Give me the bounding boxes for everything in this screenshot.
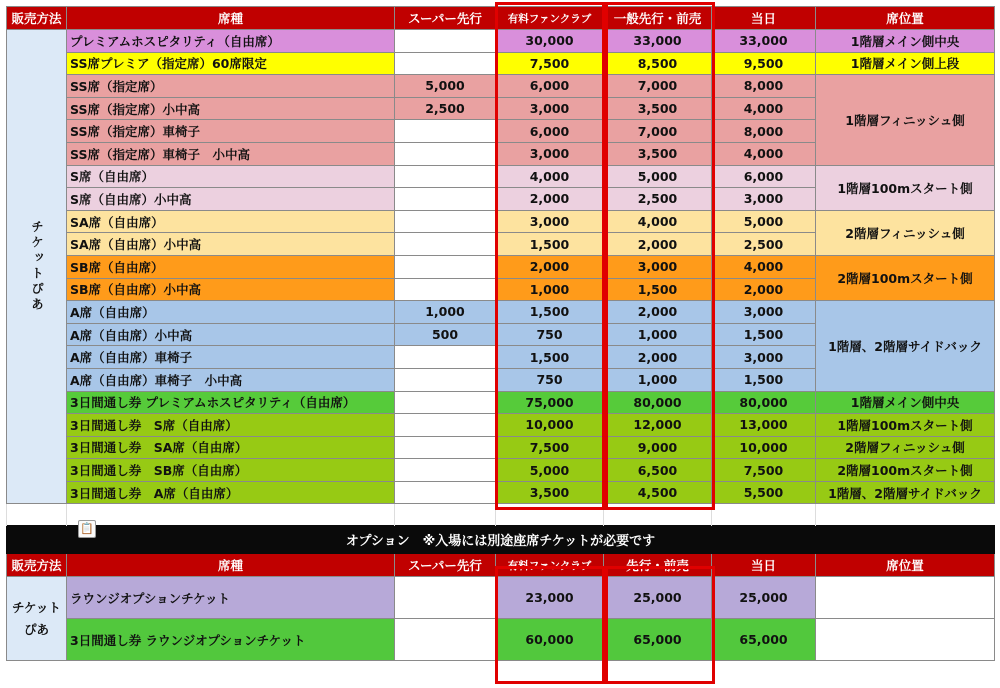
seat-name: SS席（指定席）車椅子 小中高 bbox=[67, 142, 395, 165]
option-seat-name: ラウンジオプションチケット bbox=[67, 577, 395, 619]
fanclub-price: 75,000 bbox=[496, 391, 604, 414]
seat-name: SB席（自由席） bbox=[67, 255, 395, 278]
fanclub-price: 750 bbox=[496, 368, 604, 391]
sameday-price: 10,000 bbox=[712, 436, 816, 459]
fanclub-price: 2,000 bbox=[496, 255, 604, 278]
seat-name: A席（自由席）車椅子 小中高 bbox=[67, 368, 395, 391]
sameday-price: 4,000 bbox=[712, 255, 816, 278]
seat-name: A席（自由席）車椅子 bbox=[67, 346, 395, 369]
option-fanclub-price: 23,000 bbox=[496, 577, 604, 619]
sameday-price: 3,000 bbox=[712, 346, 816, 369]
seat-position: 1階層フィニッシュ側 bbox=[816, 75, 995, 165]
option-title: オプション ※入場には別途座席チケットが必要です bbox=[7, 526, 995, 554]
general-price: 1,000 bbox=[604, 368, 712, 391]
header-general: 一般先行・前売 bbox=[604, 7, 712, 30]
option-header-method: 販売方法 bbox=[7, 554, 67, 577]
option-row-lounge bbox=[7, 577, 995, 619]
seat-name: S席（自由席）小中高 bbox=[67, 188, 395, 211]
fanclub-price: 1,500 bbox=[496, 346, 604, 369]
sameday-price: 7,500 bbox=[712, 459, 816, 482]
option-method-cell bbox=[7, 577, 67, 661]
fanclub-price: 6,000 bbox=[496, 120, 604, 143]
sameday-price: 2,500 bbox=[712, 233, 816, 256]
general-price: 8,500 bbox=[604, 52, 712, 75]
super-price bbox=[395, 120, 496, 143]
super-price bbox=[395, 391, 496, 414]
super-price bbox=[395, 52, 496, 75]
seat-position: 1階層メイン側中央 bbox=[816, 30, 995, 53]
super-price bbox=[395, 481, 496, 504]
option-position-cell bbox=[816, 619, 995, 661]
fanclub-price: 3,000 bbox=[496, 210, 604, 233]
seat-name: SS席プレミア（指定席）60席限定 bbox=[67, 52, 395, 75]
super-price: 2,500 bbox=[395, 97, 496, 120]
table-row bbox=[7, 165, 995, 188]
option-header-row bbox=[7, 554, 995, 577]
table-row bbox=[7, 210, 995, 233]
table-row bbox=[7, 436, 995, 459]
seat-name: 3日間通し券 A席（自由席） bbox=[67, 481, 395, 504]
option-sameday-price: 25,000 bbox=[712, 577, 816, 619]
sameday-price: 6,000 bbox=[712, 165, 816, 188]
sales-method-cell: チケットぴあ bbox=[7, 30, 67, 504]
option-header-position: 席位置 bbox=[816, 554, 995, 577]
general-price: 80,000 bbox=[604, 391, 712, 414]
fanclub-price: 7,500 bbox=[496, 436, 604, 459]
sameday-price: 33,000 bbox=[712, 30, 816, 53]
header-method: 販売方法 bbox=[7, 7, 67, 30]
option-title-row bbox=[7, 526, 995, 554]
general-price: 12,000 bbox=[604, 414, 712, 437]
general-price: 7,000 bbox=[604, 75, 712, 98]
option-header-fanclub: 有料ファンクラブ bbox=[496, 554, 604, 577]
sameday-price: 3,000 bbox=[712, 301, 816, 324]
super-price bbox=[395, 346, 496, 369]
option-seat-name: 3日間通し券 ラウンジオプションチケット bbox=[67, 619, 395, 661]
seat-name: プレミアムホスピタリティ（自由席） bbox=[67, 30, 395, 53]
seat-name: A席（自由席）小中高 bbox=[67, 323, 395, 346]
paste-options-icon[interactable]: 📋 bbox=[78, 520, 96, 538]
super-price bbox=[395, 414, 496, 437]
header-sameday: 当日 bbox=[712, 7, 816, 30]
header-position: 席位置 bbox=[816, 7, 995, 30]
general-price: 5,000 bbox=[604, 165, 712, 188]
seat-position: 1階層100mスタート側 bbox=[816, 165, 995, 210]
option-method-line1: チケット bbox=[12, 599, 61, 615]
fanclub-price: 6,000 bbox=[496, 75, 604, 98]
table-header-row bbox=[7, 7, 995, 30]
header-fanclub: 有料ファンクラブ bbox=[496, 7, 604, 30]
super-price bbox=[395, 142, 496, 165]
seat-position: 1階層メイン側上段 bbox=[816, 52, 995, 75]
table-row bbox=[7, 30, 995, 53]
general-price: 2,500 bbox=[604, 188, 712, 211]
general-price: 9,000 bbox=[604, 436, 712, 459]
general-price: 3,000 bbox=[604, 255, 712, 278]
ticket-price-table bbox=[6, 6, 995, 661]
table-row bbox=[7, 481, 995, 504]
sameday-price: 9,500 bbox=[712, 52, 816, 75]
seat-name: S席（自由席） bbox=[67, 165, 395, 188]
general-price: 2,000 bbox=[604, 346, 712, 369]
seat-position: 2階層100mスタート側 bbox=[816, 459, 995, 482]
sameday-price: 3,000 bbox=[712, 188, 816, 211]
seat-position: 2階層100mスタート側 bbox=[816, 255, 995, 300]
super-price bbox=[395, 210, 496, 233]
general-price: 1,000 bbox=[604, 323, 712, 346]
seat-position: 2階層フィニッシュ側 bbox=[816, 436, 995, 459]
table-row bbox=[7, 75, 995, 98]
fanclub-price: 1,500 bbox=[496, 301, 604, 324]
sameday-price: 8,000 bbox=[712, 120, 816, 143]
option-general-price: 65,000 bbox=[604, 619, 712, 661]
sameday-price: 1,500 bbox=[712, 368, 816, 391]
general-price: 4,500 bbox=[604, 481, 712, 504]
table-row bbox=[7, 255, 995, 278]
seat-name: SA席（自由席） bbox=[67, 210, 395, 233]
sameday-price: 80,000 bbox=[712, 391, 816, 414]
seat-position: 1階層メイン側中央 bbox=[816, 391, 995, 414]
sameday-price: 5,000 bbox=[712, 210, 816, 233]
seat-position: 1階層、2階層サイドバック bbox=[816, 481, 995, 504]
option-general-price: 25,000 bbox=[604, 577, 712, 619]
seat-name: SA席（自由席）小中高 bbox=[67, 233, 395, 256]
option-row-lounge-3day bbox=[7, 619, 995, 661]
fanclub-price: 3,500 bbox=[496, 481, 604, 504]
table-row bbox=[7, 52, 995, 75]
seat-name: 3日間通し券 S席（自由席） bbox=[67, 414, 395, 437]
option-position-cell bbox=[816, 577, 995, 619]
seat-name: 3日間通し券 SA席（自由席） bbox=[67, 436, 395, 459]
fanclub-price: 4,000 bbox=[496, 165, 604, 188]
general-price: 4,000 bbox=[604, 210, 712, 233]
fanclub-price: 7,500 bbox=[496, 52, 604, 75]
header-seat: 席種 bbox=[67, 7, 395, 30]
option-fanclub-price: 60,000 bbox=[496, 619, 604, 661]
option-header-seat: 席種 bbox=[67, 554, 395, 577]
table-row bbox=[7, 414, 995, 437]
fanclub-price: 1,500 bbox=[496, 233, 604, 256]
super-price bbox=[395, 255, 496, 278]
seat-name: SS席（指定席） bbox=[67, 75, 395, 98]
sameday-price: 1,500 bbox=[712, 323, 816, 346]
sameday-price: 4,000 bbox=[712, 97, 816, 120]
table-row bbox=[7, 391, 995, 414]
super-price bbox=[395, 165, 496, 188]
seat-position: 1階層100mスタート側 bbox=[816, 414, 995, 437]
fanclub-price: 2,000 bbox=[496, 188, 604, 211]
general-price: 3,500 bbox=[604, 97, 712, 120]
option-super-cell bbox=[395, 619, 496, 661]
general-price: 2,000 bbox=[604, 301, 712, 324]
seat-position: 2階層フィニッシュ側 bbox=[816, 210, 995, 255]
fanclub-price: 750 bbox=[496, 323, 604, 346]
option-super-cell bbox=[395, 577, 496, 619]
seat-name: SB席（自由席）小中高 bbox=[67, 278, 395, 301]
fanclub-price: 3,000 bbox=[496, 142, 604, 165]
fanclub-price: 3,000 bbox=[496, 97, 604, 120]
sameday-price: 2,000 bbox=[712, 278, 816, 301]
super-price: 5,000 bbox=[395, 75, 496, 98]
fanclub-price: 5,000 bbox=[496, 459, 604, 482]
super-price bbox=[395, 233, 496, 256]
general-price: 7,000 bbox=[604, 120, 712, 143]
seat-name: 3日間通し券 プレミアムホスピタリティ（自由席） bbox=[67, 391, 395, 414]
fanclub-price: 10,000 bbox=[496, 414, 604, 437]
seat-name: 3日間通し券 SB席（自由席） bbox=[67, 459, 395, 482]
super-price bbox=[395, 436, 496, 459]
option-header-general: 先行・前売 bbox=[604, 554, 712, 577]
super-price bbox=[395, 30, 496, 53]
super-price bbox=[395, 459, 496, 482]
general-price: 6,500 bbox=[604, 459, 712, 482]
spacer-row bbox=[7, 504, 995, 526]
sameday-price: 8,000 bbox=[712, 75, 816, 98]
super-price: 500 bbox=[395, 323, 496, 346]
sameday-price: 5,500 bbox=[712, 481, 816, 504]
fanclub-price: 30,000 bbox=[496, 30, 604, 53]
option-method-line2: ぴあ bbox=[23, 621, 49, 637]
table-row bbox=[7, 459, 995, 482]
seat-name: SS席（指定席）小中高 bbox=[67, 97, 395, 120]
general-price: 33,000 bbox=[604, 30, 712, 53]
super-price bbox=[395, 188, 496, 211]
option-header-super: スーパー先行 bbox=[395, 554, 496, 577]
option-header-sameday: 当日 bbox=[712, 554, 816, 577]
fanclub-price: 1,000 bbox=[496, 278, 604, 301]
seat-name: A席（自由席） bbox=[67, 301, 395, 324]
general-price: 1,500 bbox=[604, 278, 712, 301]
seat-position: 1階層、2階層サイドバック bbox=[816, 301, 995, 391]
super-price bbox=[395, 278, 496, 301]
sameday-price: 13,000 bbox=[712, 414, 816, 437]
general-price: 3,500 bbox=[604, 142, 712, 165]
header-super: スーパー先行 bbox=[395, 7, 496, 30]
option-sameday-price: 65,000 bbox=[712, 619, 816, 661]
super-price bbox=[395, 368, 496, 391]
table-row bbox=[7, 301, 995, 324]
seat-name: SS席（指定席）車椅子 bbox=[67, 120, 395, 143]
general-price: 2,000 bbox=[604, 233, 712, 256]
price-sheet bbox=[6, 6, 994, 682]
sameday-price: 4,000 bbox=[712, 142, 816, 165]
super-price: 1,000 bbox=[395, 301, 496, 324]
